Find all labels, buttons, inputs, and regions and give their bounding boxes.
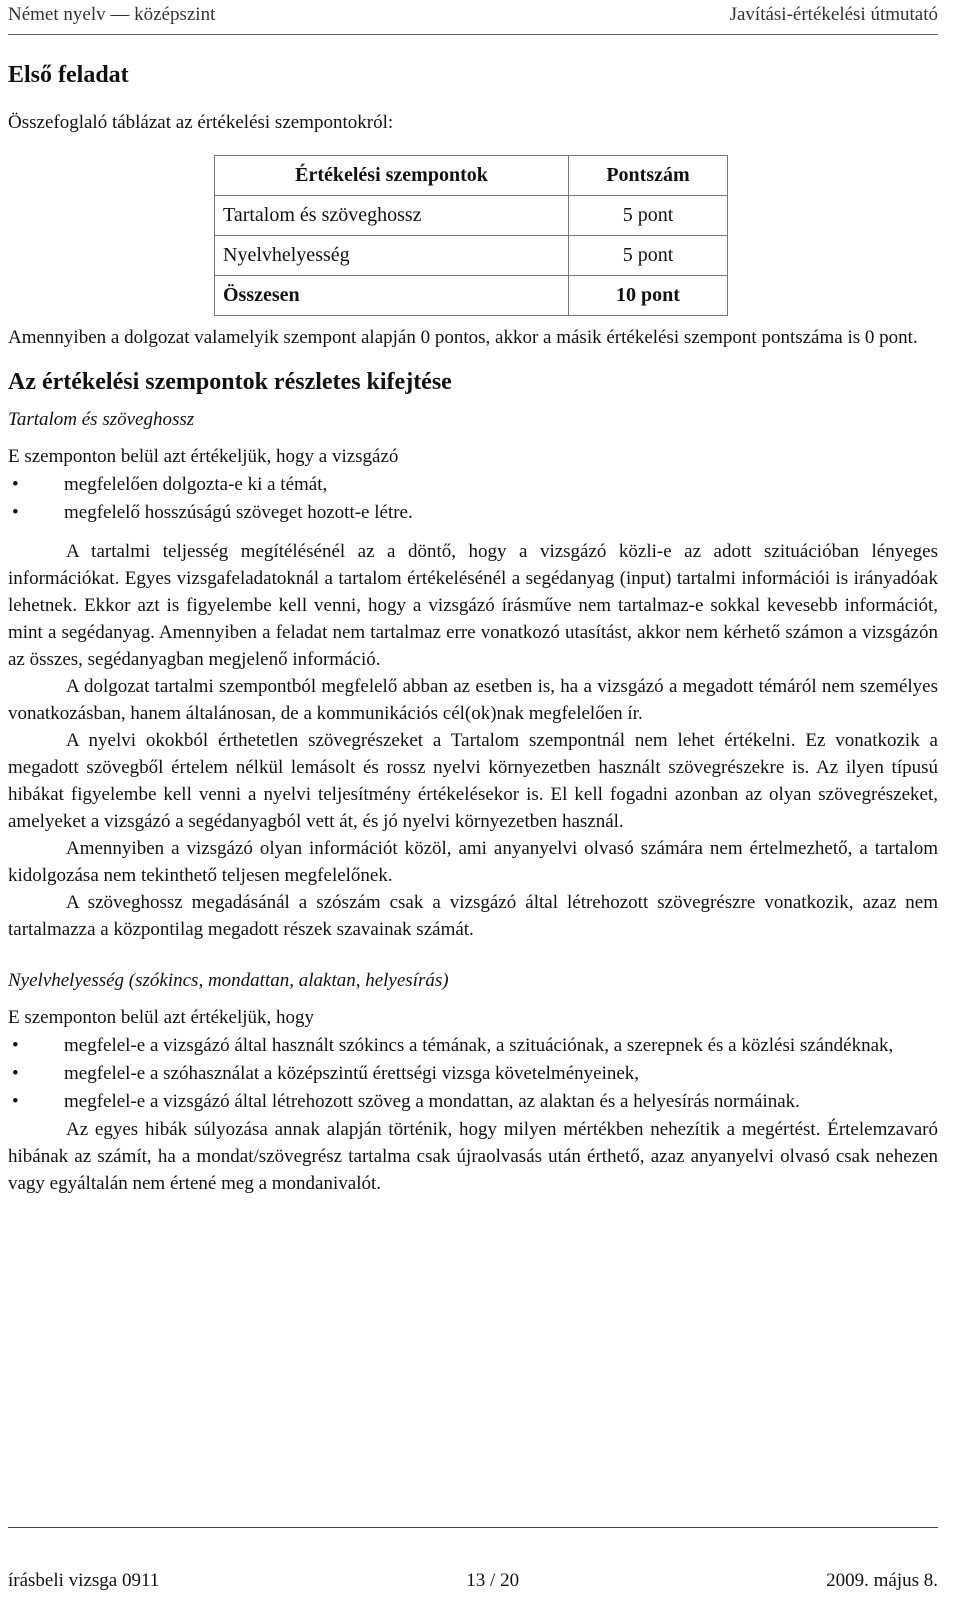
footer-date: 2009. május 8. bbox=[826, 1570, 938, 1591]
list-item: • megfelel-e a vizsgázó által használt szókincs a témának, a szituációnak, a szerepnek és a közlési szándéknak, bbox=[8, 1032, 938, 1059]
header-rule bbox=[8, 34, 938, 35]
page-header bbox=[8, 4, 938, 26]
grammar-heading: Nyelvhelyesség (szókincs, mondattan, alaktan, helyesírás) bbox=[8, 970, 449, 991]
content-heading: Tartalom és szöveghossz bbox=[8, 409, 195, 430]
footer-rule bbox=[8, 1527, 938, 1528]
list-item: • megfelelően dolgozta-e ki a témát, bbox=[8, 471, 938, 498]
page-content bbox=[8, 62, 938, 1197]
paragraph: A nyelvi okokból érthetetlen szövegrészeket a Tartalom szempontnál nem lehet értékelni. Ez vonatkozik a megadott szövegből értelem nélkül lemásolt és rossz nyelvi környezetben használt szövegrészekre is. Az ilyen típusú hibákat figyelembe kell venni a nyelvi teljesítmény értékelésekor is. El kell fogadni azonban az olyan szövegrészeket, amelyeket a vizsgázó a segédanyagból vett át, és jó nyelvi környezetben használ. bbox=[8, 730, 938, 832]
paragraph: A tartalmi teljesség megítélésénél az a döntő, hogy a vizsgázó közli-e az adott szituációban lényeges információkat. Egyes vizsgafeladatoknál a tartalom értékelésénél a segédanyag (input) tartalmi információi is irányadóak lehetnek. Ekkor azt is figyelembe kell venni, hogy a vizsgázó írásműve nem tartalmaz-e sokkal kevesebb információt, mint a segédanyag. Amennyiben a feladat nem tartalmaz erre vonatkozó utasítást, akkor nem kérhető számon a vizsgázón az összes, segédanyagban megjelenő információ. bbox=[8, 541, 938, 670]
page-footer bbox=[8, 1570, 938, 1592]
section-title: Első feladat bbox=[8, 62, 129, 88]
table-header-criteria: Értékelési szempontok bbox=[215, 156, 569, 196]
table-row bbox=[215, 196, 728, 236]
spacer bbox=[8, 527, 938, 538]
table-header-points: Pontszám bbox=[569, 156, 728, 196]
table-header-row bbox=[215, 156, 728, 196]
list-item: • megfelel-e a szóhasználat a középszintű érettségi vizsga követelményeinek, bbox=[8, 1060, 938, 1087]
table-row bbox=[215, 236, 728, 276]
details-title: Az értékelési szempontok részletes kifejtése bbox=[8, 369, 452, 395]
header-subject: Német nyelv — középszint bbox=[8, 4, 216, 25]
table-cell-total-points: 10 pont bbox=[569, 276, 728, 316]
table-cell-criterion: Tartalom és szöveghossz bbox=[215, 196, 569, 236]
paragraph: Az egyes hibák súlyozása annak alapján történik, hogy milyen mértékben nehezítik a megértést. Értelemzavaró hibának az számít, ha a mondat/szövegrész tartalma csak újraolvasás után érthető, azaz anyanyelvi olvasó csak nehezen vagy egyáltalán nem értené meg a mondanivalót. bbox=[8, 1119, 938, 1194]
table-total-row bbox=[215, 276, 728, 316]
list-item: • megfelelő hosszúságú szöveget hozott-e létre. bbox=[8, 499, 938, 526]
table-cell-total-label: Összesen bbox=[215, 276, 569, 316]
table-cell-points: 5 pont bbox=[569, 196, 728, 236]
footer-page-number: 13 / 20 bbox=[466, 1570, 520, 1591]
content-intro: E szemponton belül azt értékeljük, hogy a vizsgázó bbox=[8, 446, 399, 467]
list-item: • megfelel-e a vizsgázó által létrehozott szöveg a mondattan, az alaktan és a helyesírás normáinak. bbox=[8, 1088, 938, 1115]
paragraph: A szöveghossz megadásánál a szószám csak a vizsgázó által létrehozott szövegrészre vonatkozik, azaz nem tartalmazza a központilag megadott részek szavainak számát. bbox=[8, 892, 938, 940]
header-doc-type: Javítási-értékelési útmutató bbox=[729, 4, 938, 25]
paragraph: Amennyiben a vizsgázó olyan információt közöl, ami anyanyelvi olvasó számára nem értelmezhető, a tartalom kidolgozása nem tekinthető teljesen megfelelőnek. bbox=[8, 838, 938, 886]
paragraph: A dolgozat tartalmi szempontból megfelelő abban az esetben is, ha a vizsgázó a megadott témáról nem személyes vonatkozásban, hanem általánosan, de a kommunikációs cél(ok)nak megfelelően ír. bbox=[8, 676, 938, 724]
summary-table bbox=[214, 155, 728, 316]
grammar-intro: E szemponton belül azt értékeljük, hogy bbox=[8, 1007, 315, 1028]
zero-points-note: Amennyiben a dolgozat valamelyik szempont alapján 0 pontos, akkor a másik értékelési szempont pontszáma is 0 pont. bbox=[8, 327, 918, 348]
grammar-bullet-list bbox=[8, 1032, 938, 1115]
table-intro: Összefoglaló táblázat az értékelési szempontokról: bbox=[8, 112, 394, 133]
content-bullet-list bbox=[8, 471, 938, 526]
table-cell-criterion: Nyelvhelyesség bbox=[215, 236, 569, 276]
footer-exam-code: írásbeli vizsga 0911 bbox=[8, 1570, 160, 1591]
table-cell-points: 5 pont bbox=[569, 236, 728, 276]
